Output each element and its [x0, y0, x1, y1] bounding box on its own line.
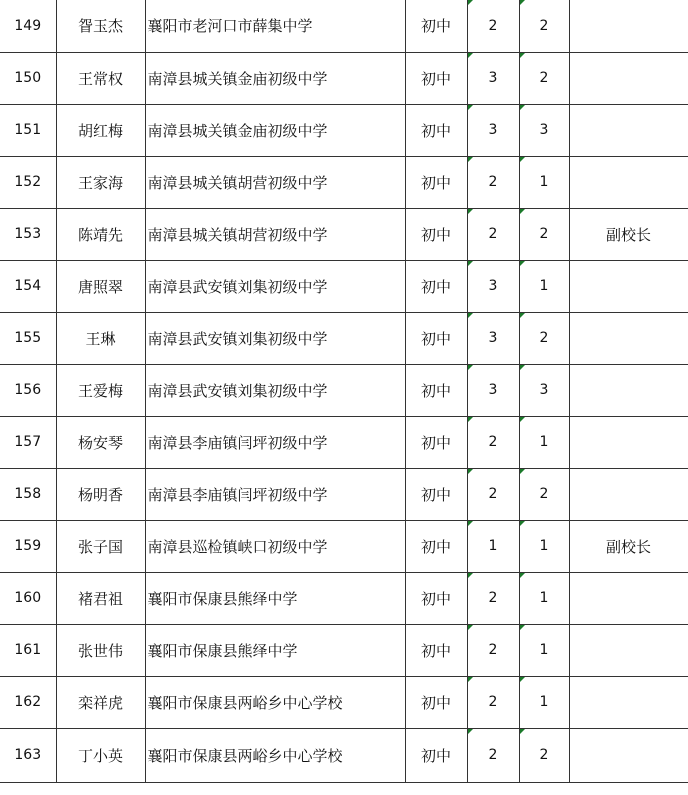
- teacher-name-cell[interactable]: 王常权: [56, 52, 145, 104]
- position-cell[interactable]: [569, 312, 688, 364]
- teacher-name-cell[interactable]: 王家海: [56, 156, 145, 208]
- position-cell[interactable]: [569, 624, 688, 676]
- value-a-cell[interactable]: 2: [467, 416, 519, 468]
- table-row: [0, 416, 688, 468]
- table-row: [0, 0, 688, 52]
- position-cell[interactable]: [569, 468, 688, 520]
- table-row: [0, 364, 688, 416]
- position-cell[interactable]: [569, 52, 688, 104]
- table-row: [0, 624, 688, 676]
- position-cell[interactable]: 副校长: [569, 208, 688, 260]
- position-cell[interactable]: [569, 416, 688, 468]
- value-b-cell[interactable]: 2: [519, 728, 569, 782]
- value-b-cell[interactable]: 2: [519, 312, 569, 364]
- school-cell[interactable]: 襄阳市保康县两峪乡中心学校: [145, 728, 405, 782]
- row-number-cell[interactable]: 162: [0, 676, 56, 728]
- teacher-name-cell[interactable]: 张世伟: [56, 624, 145, 676]
- table-row: [0, 312, 688, 364]
- position-cell[interactable]: [569, 676, 688, 728]
- school-cell[interactable]: 南漳县城关镇胡营初级中学: [145, 208, 405, 260]
- row-number-cell[interactable]: 163: [0, 728, 56, 782]
- school-level-cell[interactable]: 初中: [405, 260, 467, 312]
- value-a-cell[interactable]: 3: [467, 104, 519, 156]
- row-number-cell[interactable]: 160: [0, 572, 56, 624]
- school-cell[interactable]: 南漳县城关镇金庙初级中学: [145, 52, 405, 104]
- position-cell[interactable]: [569, 156, 688, 208]
- table-row: [0, 520, 688, 572]
- value-a-cell[interactable]: 2: [467, 468, 519, 520]
- school-cell[interactable]: 南漳县武安镇刘集初级中学: [145, 260, 405, 312]
- table-row: [0, 728, 688, 782]
- value-a-cell[interactable]: 2: [467, 676, 519, 728]
- value-a-cell[interactable]: 2: [467, 624, 519, 676]
- row-number-cell[interactable]: 150: [0, 52, 56, 104]
- value-b-cell[interactable]: 3: [519, 104, 569, 156]
- school-cell[interactable]: 襄阳市保康县两峪乡中心学校: [145, 676, 405, 728]
- value-b-cell[interactable]: 3: [519, 364, 569, 416]
- value-a-cell[interactable]: 3: [467, 312, 519, 364]
- teacher-name-cell[interactable]: 张子国: [56, 520, 145, 572]
- position-cell[interactable]: [569, 104, 688, 156]
- table-row: [0, 572, 688, 624]
- school-level-cell[interactable]: 初中: [405, 208, 467, 260]
- school-cell[interactable]: 南漳县巡检镇峡口初级中学: [145, 520, 405, 572]
- school-level-cell[interactable]: 初中: [405, 676, 467, 728]
- school-level-cell[interactable]: 初中: [405, 572, 467, 624]
- row-number-cell[interactable]: 152: [0, 156, 56, 208]
- school-level-cell[interactable]: 初中: [405, 624, 467, 676]
- value-b-cell[interactable]: 1: [519, 572, 569, 624]
- table-row: [0, 676, 688, 728]
- teacher-name-cell[interactable]: 丁小英: [56, 728, 145, 782]
- teacher-name-cell[interactable]: 眢玉杰: [56, 0, 145, 52]
- row-number-cell[interactable]: 161: [0, 624, 56, 676]
- position-cell[interactable]: [569, 0, 688, 52]
- row-number-cell[interactable]: 156: [0, 364, 56, 416]
- school-level-cell[interactable]: 初中: [405, 728, 467, 782]
- teacher-name-cell[interactable]: 杨安琴: [56, 416, 145, 468]
- table-row: [0, 468, 688, 520]
- value-a-cell[interactable]: 3: [467, 52, 519, 104]
- teacher-name-cell[interactable]: 褚君祖: [56, 572, 145, 624]
- value-b-cell[interactable]: 1: [519, 520, 569, 572]
- school-cell[interactable]: 南漳县城关镇金庙初级中学: [145, 104, 405, 156]
- row-number-cell[interactable]: 151: [0, 104, 56, 156]
- table-row: [0, 156, 688, 208]
- position-cell[interactable]: [569, 260, 688, 312]
- table-row: [0, 260, 688, 312]
- school-level-cell[interactable]: 初中: [405, 52, 467, 104]
- teacher-name-cell[interactable]: 王琳: [56, 312, 145, 364]
- value-a-cell[interactable]: 1: [467, 520, 519, 572]
- row-number-cell[interactable]: 154: [0, 260, 56, 312]
- school-level-cell[interactable]: 初中: [405, 312, 467, 364]
- teacher-name-cell[interactable]: 唐照翠: [56, 260, 145, 312]
- school-level-cell[interactable]: 初中: [405, 104, 467, 156]
- school-level-cell[interactable]: 初中: [405, 468, 467, 520]
- school-cell[interactable]: 襄阳市老河口市薛集中学: [145, 0, 405, 52]
- school-cell[interactable]: 襄阳市保康县熊绎中学: [145, 572, 405, 624]
- teacher-name-cell[interactable]: 胡红梅: [56, 104, 145, 156]
- school-level-cell[interactable]: 初中: [405, 364, 467, 416]
- row-number-cell[interactable]: 153: [0, 208, 56, 260]
- school-level-cell[interactable]: 初中: [405, 416, 467, 468]
- teacher-name-cell[interactable]: 王爱梅: [56, 364, 145, 416]
- value-b-cell[interactable]: 1: [519, 156, 569, 208]
- school-cell[interactable]: 襄阳市保康县熊绎中学: [145, 624, 405, 676]
- value-b-cell[interactable]: 1: [519, 260, 569, 312]
- table-row: [0, 208, 688, 260]
- position-cell[interactable]: 副校长: [569, 520, 688, 572]
- teacher-name-cell[interactable]: 陈靖先: [56, 208, 145, 260]
- school-level-cell[interactable]: 初中: [405, 520, 467, 572]
- table-row: [0, 104, 688, 156]
- value-a-cell[interactable]: 3: [467, 260, 519, 312]
- value-b-cell[interactable]: 1: [519, 676, 569, 728]
- value-a-cell[interactable]: 2: [467, 208, 519, 260]
- value-a-cell[interactable]: 2: [467, 728, 519, 782]
- row-number-cell[interactable]: 157: [0, 416, 56, 468]
- value-b-cell[interactable]: 2: [519, 52, 569, 104]
- position-cell[interactable]: [569, 728, 688, 782]
- value-b-cell[interactable]: 2: [519, 0, 569, 52]
- row-number-cell[interactable]: 149: [0, 0, 56, 52]
- school-level-cell[interactable]: 初中: [405, 156, 467, 208]
- position-cell[interactable]: [569, 364, 688, 416]
- school-level-cell[interactable]: 初中: [405, 0, 467, 52]
- row-number-cell[interactable]: 158: [0, 468, 56, 520]
- value-b-cell[interactable]: 2: [519, 208, 569, 260]
- table-row: [0, 52, 688, 104]
- value-b-cell[interactable]: 2: [519, 468, 569, 520]
- teacher-name-cell[interactable]: 杨明香: [56, 468, 145, 520]
- school-cell[interactable]: 南漳县城关镇胡营初级中学: [145, 156, 405, 208]
- school-cell[interactable]: 南漳县武安镇刘集初级中学: [145, 364, 405, 416]
- position-cell[interactable]: [569, 572, 688, 624]
- school-cell[interactable]: 南漳县李庙镇闫坪初级中学: [145, 468, 405, 520]
- teacher-name-cell[interactable]: 栾祥虎: [56, 676, 145, 728]
- row-number-cell[interactable]: 155: [0, 312, 56, 364]
- school-cell[interactable]: 南漳县李庙镇闫坪初级中学: [145, 416, 405, 468]
- school-cell[interactable]: 南漳县武安镇刘集初级中学: [145, 312, 405, 364]
- row-number-cell[interactable]: 159: [0, 520, 56, 572]
- value-a-cell[interactable]: 2: [467, 0, 519, 52]
- value-b-cell[interactable]: 1: [519, 416, 569, 468]
- value-b-cell[interactable]: 1: [519, 624, 569, 676]
- value-a-cell[interactable]: 2: [467, 156, 519, 208]
- value-a-cell[interactable]: 3: [467, 364, 519, 416]
- value-a-cell[interactable]: 2: [467, 572, 519, 624]
